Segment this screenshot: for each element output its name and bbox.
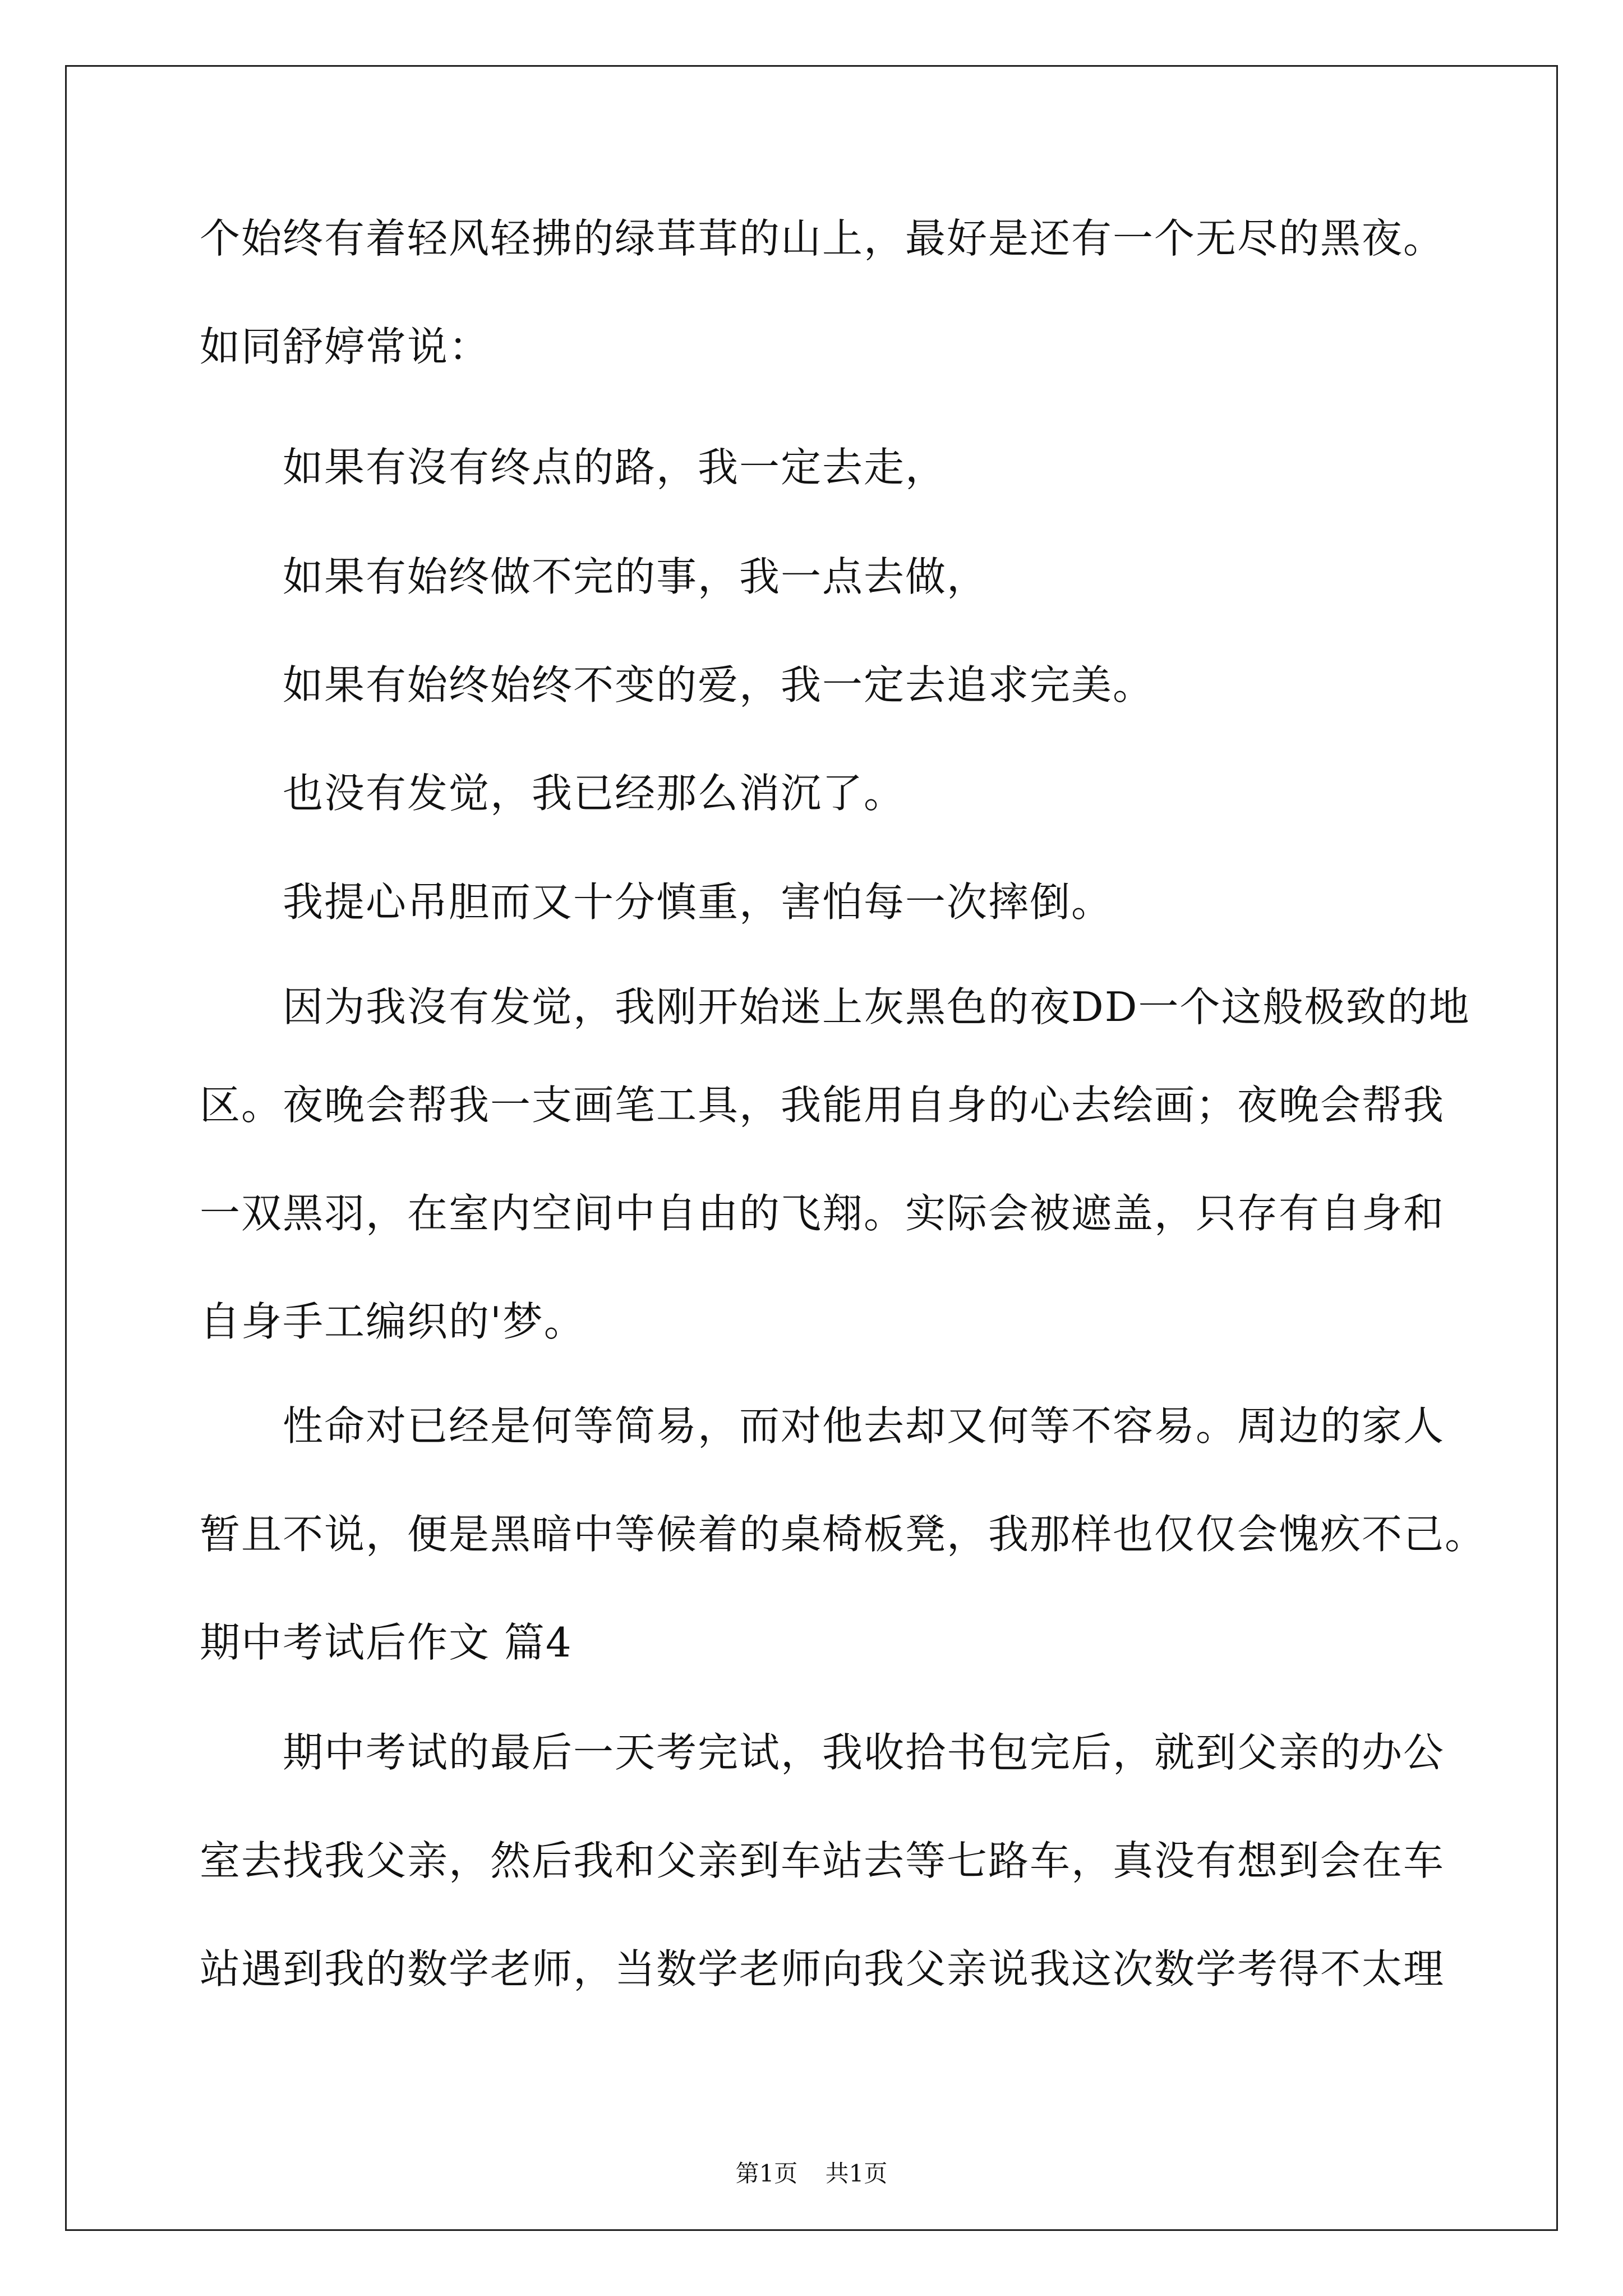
page-total: 共1页 xyxy=(825,2160,888,2187)
text-line: 性命对已经是何等简易，而对他去却又何等不容易。周边的家人 xyxy=(283,1402,1445,1450)
page-footer xyxy=(0,2157,1623,2191)
text-line: 如同舒婷常说： xyxy=(200,323,491,370)
text-line: 也没有发觉，我已经那么消沉了。 xyxy=(283,770,906,817)
text-line: 一双黑羽，在室内空间中自由的飞翔。实际会被遮盖，只存有自身和 xyxy=(200,1190,1445,1237)
text-line: 期中考试的最后一天考完试，我收拾书包完后，就到父亲的办公 xyxy=(283,1729,1445,1776)
text-line: 室去找我父亲，然后我和父亲到车站去等七路车，真没有想到会在车 xyxy=(200,1837,1445,1884)
text-line: 暂且不说，便是黑暗中等候着的桌椅板凳，我那样也仅仅会愧疚不己。 xyxy=(200,1511,1487,1558)
page-number: 第1页 xyxy=(735,2160,798,2187)
text-line: 自身手工编织的'梦。 xyxy=(200,1298,585,1345)
text-line: 个始终有着轻风轻拂的绿茸茸的山上，最好是还有一个无尽的黑夜。 xyxy=(200,215,1445,262)
text-line: 区。夜晚会帮我一支画笔工具，我能用自身的心去绘画；夜晚会帮我 xyxy=(200,1082,1445,1129)
section-heading: 期中考试后作文 篇4 xyxy=(200,1619,573,1666)
text-line: 如果有始终做不完的事，我一点去做， xyxy=(283,553,989,600)
text-line: 如果有始终始终不变的爱，我一定去追求完美。 xyxy=(283,661,1155,708)
text-line: 站遇到我的数学老师，当数学老师向我父亲说我这次数学考得不太理 xyxy=(200,1945,1445,1993)
page-border xyxy=(65,65,1558,2231)
text-line: 如果有沒有终点的路，我一定去走， xyxy=(283,444,947,491)
text-line: 因为我沒有发觉，我刚开始迷上灰黑色的夜DD一个这般极致的地 xyxy=(283,983,1470,1030)
text-line: 我提心吊胆而又十分慎重，害怕每一次摔倒。 xyxy=(283,878,1113,926)
